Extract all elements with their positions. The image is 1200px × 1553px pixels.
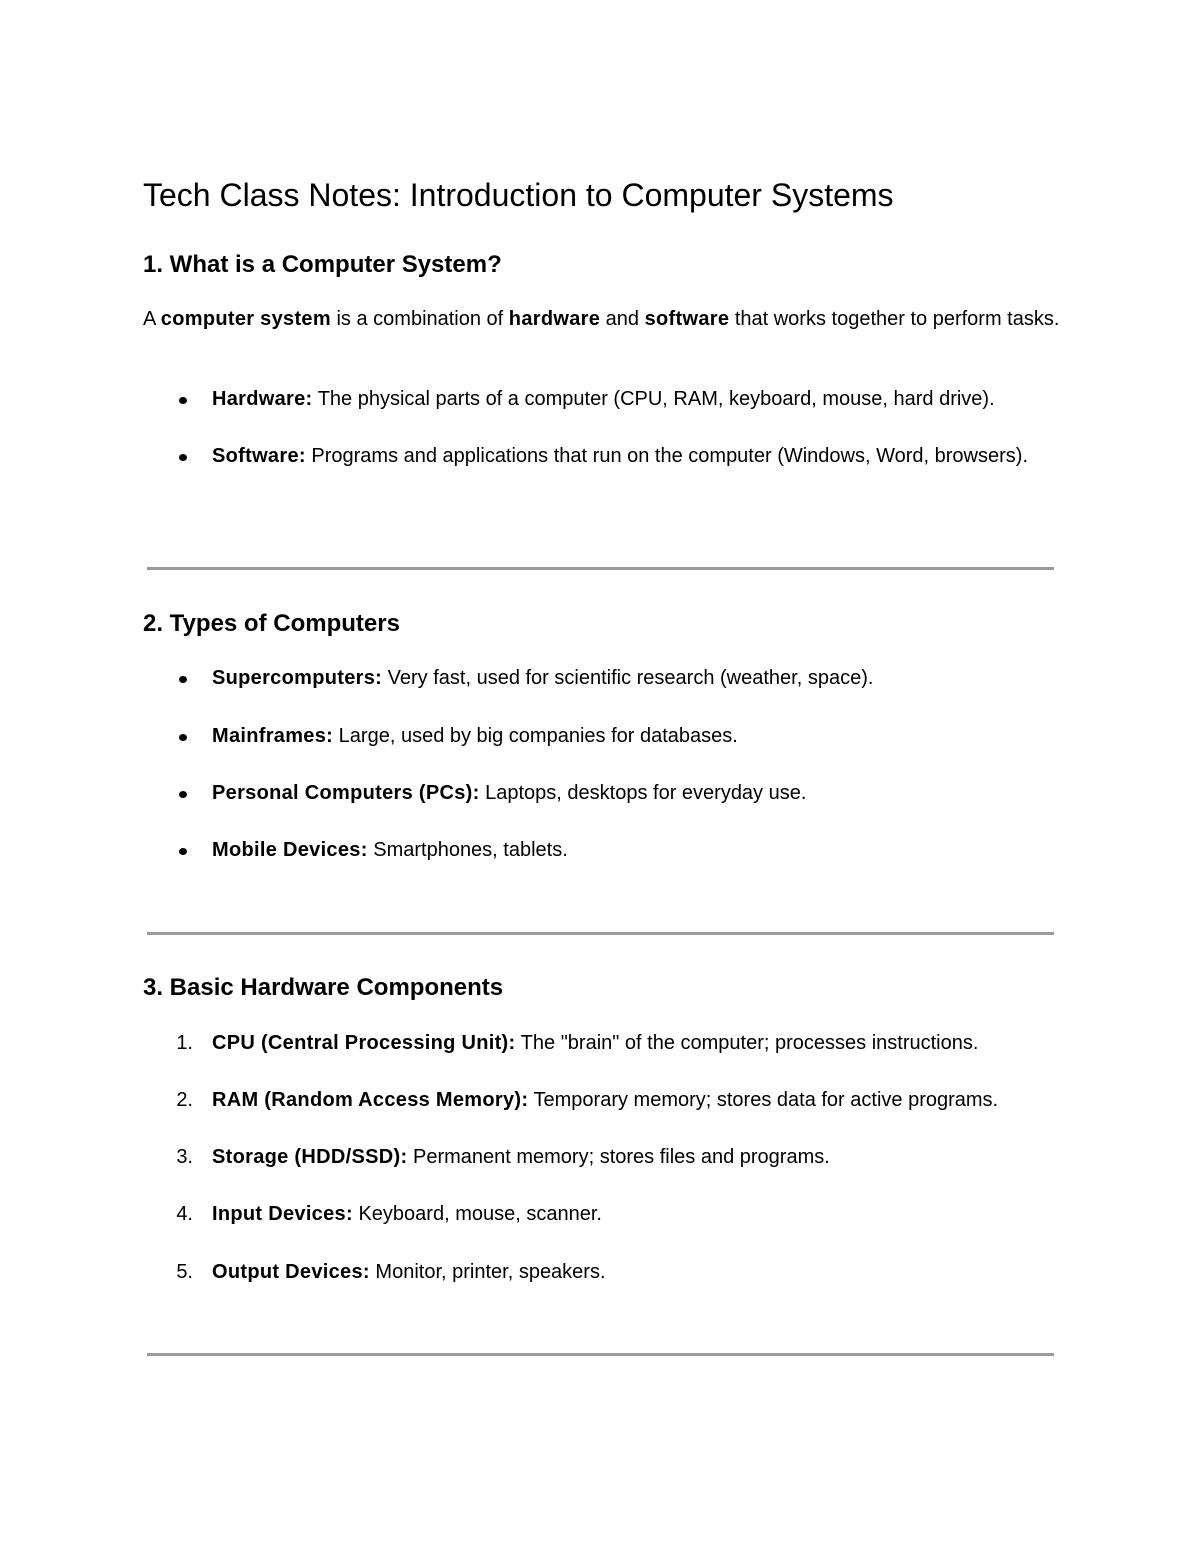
- section-1-heading: 1. What is a Computer System?: [143, 251, 502, 278]
- list-item: [212, 442, 1092, 470]
- list-number: 3.: [176, 1146, 193, 1168]
- list-item: [212, 1086, 1092, 1114]
- horizontal-divider: [147, 567, 1054, 570]
- list-item: [212, 722, 1092, 750]
- page-title: Tech Class Notes: Introduction to Computer Systems: [143, 177, 894, 213]
- bullet-icon: [179, 397, 187, 404]
- bullet-icon: [179, 676, 187, 683]
- intro-text: A: [143, 308, 161, 330]
- item-term: CPU (Central Processing Unit):: [212, 1032, 516, 1054]
- bullet-icon: [179, 454, 187, 461]
- item-term: Storage (HDD/SSD):: [212, 1146, 408, 1168]
- list-item: [212, 836, 1092, 864]
- item-term: Supercomputers:: [212, 667, 383, 689]
- intro-term-software: software: [644, 308, 730, 330]
- bullet-icon: [179, 791, 187, 798]
- intro-term-computer-system: computer system: [160, 308, 331, 330]
- item-description: Programs and applications that run on the computer (Windows, Word, browsers).: [305, 445, 1028, 467]
- item-description: The physical parts of a computer (CPU, RAM, keyboard, mouse, hard drive).: [312, 388, 995, 410]
- section-1-intro: [143, 305, 1073, 333]
- list-number: 5.: [176, 1261, 193, 1283]
- item-description: Temporary memory; stores data for active programs.: [528, 1089, 999, 1111]
- section-2-heading: 2. Types of Computers: [143, 610, 400, 637]
- section-3-heading: 3. Basic Hardware Components: [143, 974, 504, 1001]
- list-number: 2.: [176, 1089, 193, 1111]
- list-item: [212, 664, 1092, 692]
- bullet-icon: [179, 848, 187, 855]
- list-item: [212, 385, 1092, 413]
- item-term: Output Devices:: [212, 1261, 370, 1283]
- item-term: Input Devices:: [212, 1203, 353, 1225]
- intro-text: is a combination of: [330, 308, 509, 330]
- item-description: Large, used by big companies for databases.: [333, 725, 738, 747]
- item-description: Permanent memory; stores files and programs.: [407, 1146, 830, 1168]
- list-item: [212, 1029, 1092, 1057]
- item-description: Monitor, printer, speakers.: [369, 1261, 606, 1283]
- horizontal-divider: [147, 932, 1054, 935]
- intro-term-hardware: hardware: [508, 308, 601, 330]
- intro-text: and: [600, 308, 645, 330]
- item-description: Smartphones, tablets.: [367, 839, 568, 861]
- item-term: RAM (Random Access Memory):: [212, 1089, 529, 1111]
- list-item: [212, 1200, 1092, 1228]
- horizontal-divider: [147, 1353, 1054, 1356]
- list-item: [212, 1143, 1092, 1171]
- item-term: Mobile Devices:: [212, 839, 368, 861]
- list-number: 4.: [176, 1203, 193, 1225]
- intro-text: that works together to perform tasks.: [729, 308, 1060, 330]
- item-description: The "brain" of the computer; processes instructions.: [515, 1032, 979, 1054]
- item-term: Software:: [212, 445, 306, 467]
- list-item: [212, 1258, 1092, 1286]
- list-number: 1.: [176, 1032, 193, 1054]
- bullet-icon: [179, 734, 187, 741]
- item-term: Hardware:: [212, 388, 313, 410]
- list-item: [212, 779, 1092, 807]
- item-description: Very fast, used for scientific research (weather, space).: [382, 667, 874, 689]
- item-term: Mainframes:: [212, 725, 334, 747]
- item-term: Personal Computers (PCs):: [212, 782, 480, 804]
- item-description: Laptops, desktops for everyday use.: [479, 782, 807, 804]
- item-description: Keyboard, mouse, scanner.: [352, 1203, 602, 1225]
